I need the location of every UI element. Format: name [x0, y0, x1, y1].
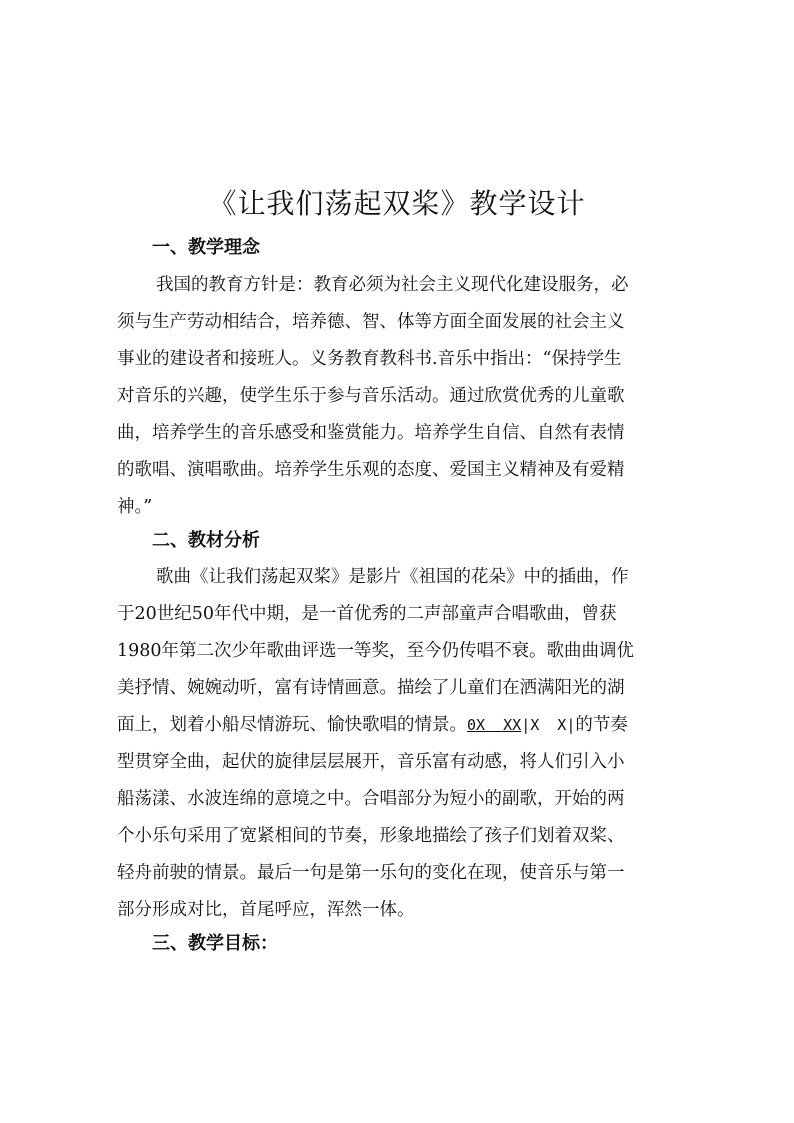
paragraph-line: 对音乐的兴趣，使学生乐于参与音乐活动。通过欣赏优秀的儿童歌 [117, 386, 625, 406]
paragraph-line: 美抒情、婉婉动听，富有诗情画意。描绘了儿童们在洒满阳光的湖 [117, 678, 625, 698]
paragraph-line: 我国的教育方针是：教育必须为社会主义现代化建设服务，必 [156, 275, 629, 295]
paragraph-line: 事业的建设者和接班人。义务教育教科书.音乐中指出：“保持学生 [117, 349, 622, 369]
section-heading-teaching-philosophy: 一、教学理念 [152, 237, 260, 258]
rhythm-notation: 0X XX [467, 716, 522, 734]
line-text: 面上，划着小船尽情游玩、愉快歌唱的情景。 [117, 715, 467, 735]
paragraph-line: 神。” [117, 497, 153, 517]
paragraph-line: 轻舟前驶的情景。最后一句是第一乐句的变化在现，使音乐与第一 [117, 863, 625, 883]
paragraph-line: 于20世纪50年代中期，是一首优秀的二声部童声合唱歌曲，曾获 [117, 604, 617, 624]
paragraph-line: 型贯穿全曲，起伏的旋律层层展开，音乐富有动感，将人们引入小 [117, 752, 625, 772]
section-heading-material-analysis: 二、教材分析 [152, 530, 260, 551]
rhythm-notation: |X X| [521, 716, 576, 734]
paragraph-line: 曲，培养学生的音乐感受和鉴赏能力。培养学生自信、自然有表情 [117, 423, 625, 443]
line-text: 的节奏 [575, 715, 628, 735]
paragraph-teaching-philosophy [117, 267, 677, 526]
paragraph-line-with-rhythm [117, 707, 677, 744]
paragraph-line: 部分形成对比，首尾呼应，浑然一体。 [117, 900, 415, 920]
paragraph-line: 歌曲《让我们荡起双桨》是影片《祖国的花朵》中的插曲，作 [156, 567, 629, 587]
paragraph-line: 1980年第二次少年歌曲评选一等奖，至今仍传唱不衰。歌曲曲调优 [117, 641, 635, 661]
paragraph-line: 船荡漾、水波连绵的意境之中。合唱部分为短小的副歌，开始的两 [117, 789, 625, 809]
paragraph-material-analysis [117, 559, 677, 929]
section-heading-teaching-objectives: 三、教学目标： [152, 933, 278, 954]
paragraph-line: 个小乐句采用了宽紧相间的节奏，形象地描绘了孩子们划着双桨、 [117, 826, 625, 846]
document-title: 《让我们荡起双桨》教学设计 [208, 187, 586, 220]
paragraph-line: 须与生产劳动相结合，培养德、智、体等方面全面发展的社会主义 [117, 312, 625, 332]
paragraph-line: 的歌唱、演唱歌曲。培养学生乐观的态度、爱国主义精神及有爱精 [117, 460, 625, 480]
